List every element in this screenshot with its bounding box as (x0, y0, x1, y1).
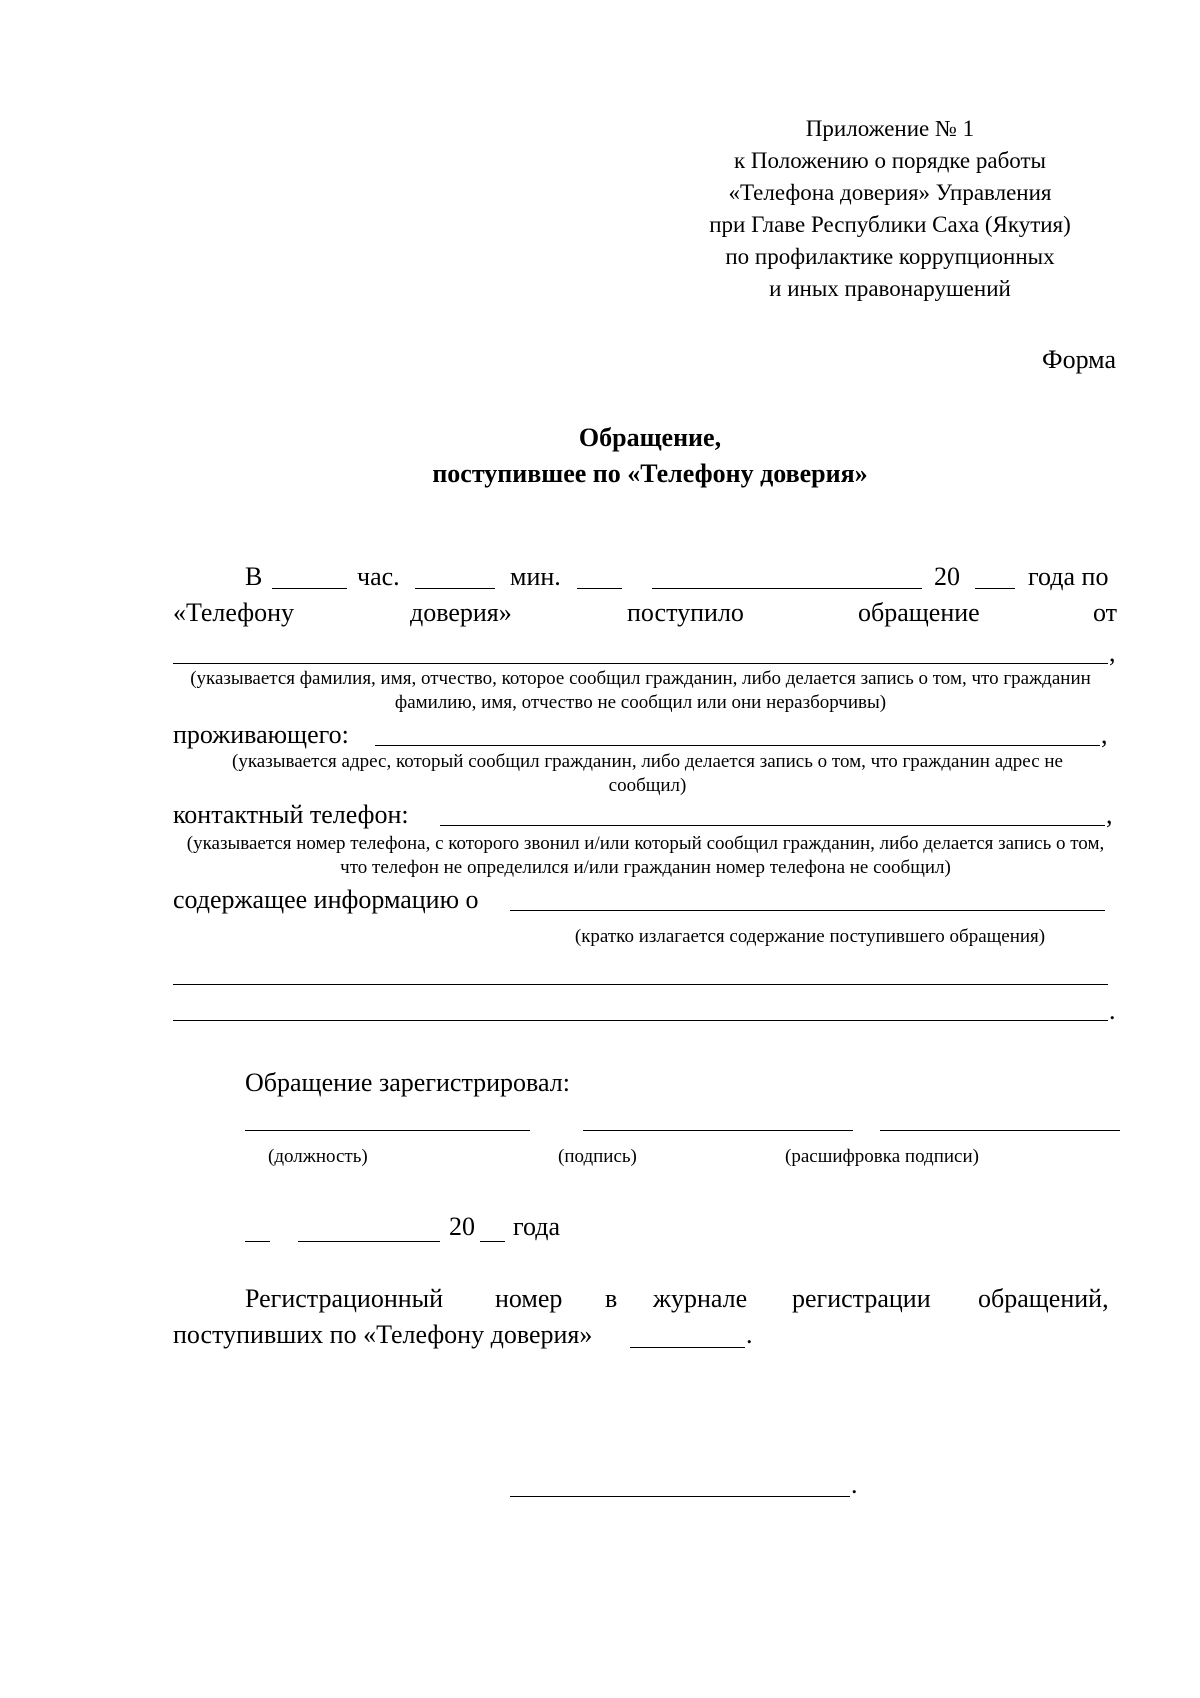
comma: , (1109, 638, 1116, 667)
word-v: В (245, 562, 263, 591)
registration-number-field[interactable] (630, 1347, 745, 1348)
period: . (1109, 996, 1116, 1025)
content-field[interactable] (510, 910, 1105, 911)
word-obrashchenie: обращение (858, 598, 980, 627)
title-line-1: Обращение, (578, 423, 722, 452)
signature-decoding-field[interactable] (880, 1130, 1120, 1131)
final-signature-field[interactable] (510, 1496, 850, 1497)
reg-word: номер (495, 1284, 563, 1313)
year-field[interactable] (975, 588, 1015, 589)
phone-note: (указывается номер телефона, с которого звонил и/или который сообщил гражданин, либо делается запись о том, что телефон не определился и/или гражданин номер телефона не сообщил) (186, 833, 1105, 878)
word-ot: от (1093, 598, 1118, 627)
registration-month-field[interactable] (298, 1241, 440, 1242)
comma: , (1101, 720, 1108, 749)
word-postupilo: поступило (627, 598, 744, 627)
phone-field[interactable] (440, 825, 1105, 826)
name-note: (указывается фамилия, имя, отчество, которое сообщил гражданин, либо делается запись о том, что гражданин фамилию, имя, отчество не сообщил или они неразборчивы) (190, 668, 1091, 713)
reg-word: регистрации (792, 1284, 931, 1313)
word-doveriya: доверия» (410, 598, 512, 627)
reg-word: Регистрационный (245, 1284, 444, 1313)
signature-field[interactable] (583, 1130, 853, 1131)
appendix-line: при Главе Республики Саха (Якутия) (709, 212, 1071, 237)
appendix-line: «Телефона доверия» Управления (728, 180, 1052, 205)
registered-by-label: Обращение зарегистрировал: (245, 1068, 570, 1097)
appendix-line: Приложение № 1 (805, 116, 975, 141)
appendix-line: по профилактике коррупционных (725, 244, 1055, 269)
word-goda-po: года по (1028, 562, 1109, 591)
appendix-block (690, 113, 1090, 305)
position-caption: (должность) (268, 1146, 368, 1167)
position-field[interactable] (245, 1130, 530, 1131)
content-note: (кратко излагается содержание поступившего обращения) (574, 926, 1046, 947)
phone-label: контактный телефон: (173, 800, 409, 829)
reg-word: обращений, (978, 1284, 1109, 1313)
address-field[interactable] (375, 745, 1100, 746)
period: . (746, 1320, 753, 1349)
content-field-line-3[interactable] (173, 1020, 1108, 1021)
minute-field[interactable] (415, 588, 495, 589)
content-field-line-2[interactable] (173, 984, 1108, 985)
registration-year-field[interactable] (480, 1241, 505, 1242)
comma: , (1106, 800, 1113, 829)
day-field[interactable] (577, 588, 622, 589)
reg-line-2: поступивших по «Телефону доверия» (173, 1320, 593, 1349)
content-label: содержащее информацию о (173, 885, 479, 914)
decoding-caption: (расшифровка подписи) (785, 1146, 979, 1167)
document-title (0, 420, 1200, 492)
reg-word: журнале (653, 1284, 748, 1313)
word-chas: час. (357, 562, 400, 591)
appendix-line: к Положению о порядке работы (734, 148, 1046, 173)
word-goda: года (513, 1212, 561, 1241)
appendix-line: и иных правонарушений (769, 276, 1011, 301)
word-telefonu: «Телефону (173, 598, 295, 627)
period: . (851, 1470, 858, 1499)
address-label: проживающего: (173, 720, 349, 749)
title-line-2: поступившее по «Телефону доверия» (432, 459, 868, 488)
name-field[interactable] (173, 663, 1108, 664)
word-min: мин. (510, 562, 561, 591)
month-field[interactable] (652, 588, 922, 589)
year-prefix: 20 (934, 562, 960, 591)
address-note: (указывается адрес, который сообщил гражданин, либо делается запись о том, что гражданин адрес не сообщил) (232, 751, 1063, 796)
form-label: Форма (1042, 345, 1116, 374)
signature-caption: (подпись) (558, 1146, 637, 1167)
reg-word: в (605, 1284, 618, 1313)
registration-year-prefix: 20 (449, 1212, 475, 1241)
hour-field[interactable] (272, 588, 347, 589)
registration-day-field[interactable] (245, 1241, 270, 1242)
